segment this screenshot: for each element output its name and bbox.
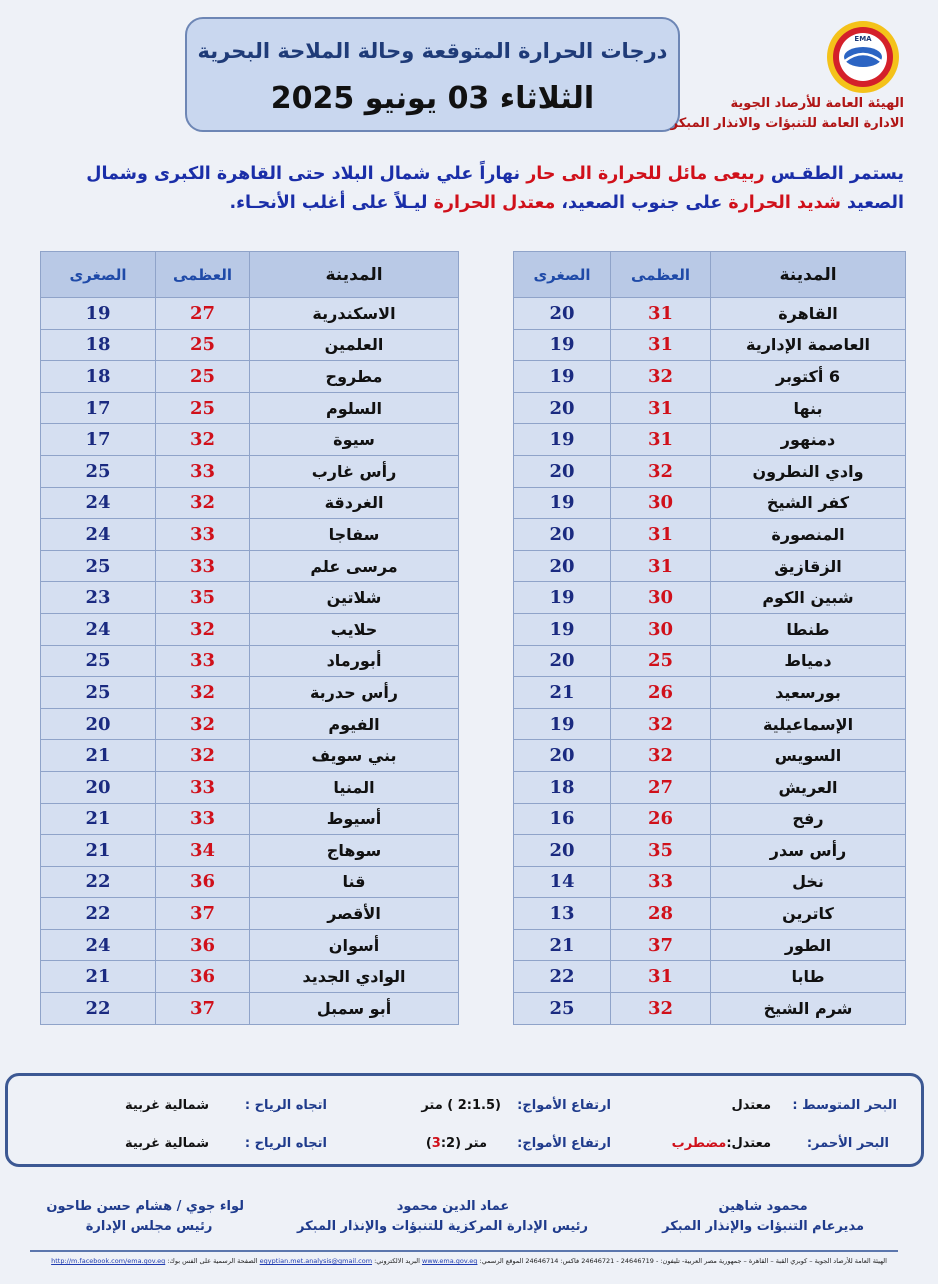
med-wave-value: (2:1.5 ) متر xyxy=(421,1098,501,1113)
red-sea-state-b: مضطرب xyxy=(671,1136,727,1151)
table-row xyxy=(514,835,906,867)
temperature-table-left xyxy=(40,251,459,1025)
min-temp-cell: 20 xyxy=(514,835,611,867)
table-row xyxy=(41,993,459,1025)
city-cell: الفيوم xyxy=(250,708,459,740)
table-row xyxy=(41,298,459,330)
city-cell: السويس xyxy=(711,740,906,772)
city-cell: بورسعيد xyxy=(711,677,906,709)
city-cell: أبورماد xyxy=(250,645,459,677)
table-row xyxy=(41,740,459,772)
bulletin-part: ربيعى مائل للحرارة الى حار xyxy=(526,164,765,184)
table-row xyxy=(41,424,459,456)
max-temp-cell: 32 xyxy=(156,677,250,709)
max-temp-cell: 33 xyxy=(156,519,250,551)
min-temp-cell: 19 xyxy=(514,487,611,519)
city-cell: سفاجا xyxy=(250,519,459,551)
header-city: المدينة xyxy=(250,252,459,298)
min-temp-cell: 21 xyxy=(514,929,611,961)
table-row xyxy=(514,424,906,456)
table-row xyxy=(514,771,906,803)
max-temp-cell: 32 xyxy=(611,455,711,487)
min-temp-cell: 25 xyxy=(41,550,156,582)
max-temp-cell: 27 xyxy=(611,771,711,803)
max-temp-cell: 32 xyxy=(156,613,250,645)
temperature-table-right xyxy=(513,251,906,1025)
table-row xyxy=(41,329,459,361)
max-temp-cell: 33 xyxy=(156,771,250,803)
table-row xyxy=(514,929,906,961)
city-cell: نخل xyxy=(711,866,906,898)
med-wave-label: ارتفاع الأمواج: xyxy=(517,1098,611,1113)
table-row xyxy=(514,613,906,645)
max-temp-cell: 33 xyxy=(611,866,711,898)
city-cell: العريش xyxy=(711,771,906,803)
max-temp-cell: 26 xyxy=(611,803,711,835)
min-temp-cell: 24 xyxy=(41,613,156,645)
min-temp-cell: 24 xyxy=(41,519,156,551)
title-box xyxy=(185,17,680,132)
city-cell: دمياط xyxy=(711,645,906,677)
table-row xyxy=(41,645,459,677)
bulletin-part: شديد الحرارة xyxy=(728,193,841,213)
city-cell: دمنهور xyxy=(711,424,906,456)
city-cell: الطور xyxy=(711,929,906,961)
max-temp-cell: 31 xyxy=(611,392,711,424)
max-temp-cell: 30 xyxy=(611,582,711,614)
max-temp-cell: 30 xyxy=(611,613,711,645)
red-wave-red: 3 xyxy=(431,1136,441,1151)
max-temp-cell: 30 xyxy=(611,487,711,519)
min-temp-cell: 20 xyxy=(514,392,611,424)
signature-role: رئيس مجلس الإدارة xyxy=(85,1219,213,1234)
min-temp-cell: 20 xyxy=(514,645,611,677)
min-temp-cell: 22 xyxy=(514,961,611,993)
min-temp-cell: 21 xyxy=(514,677,611,709)
med-sea-state: معتدل xyxy=(731,1098,771,1113)
table-row xyxy=(41,708,459,740)
table-row xyxy=(514,519,906,551)
table-row xyxy=(41,898,459,930)
min-temp-cell: 18 xyxy=(41,361,156,393)
header-min: الصغرى xyxy=(41,252,156,298)
max-temp-cell: 31 xyxy=(611,329,711,361)
table-row xyxy=(514,993,906,1025)
min-temp-cell: 19 xyxy=(514,424,611,456)
max-temp-cell: 25 xyxy=(156,361,250,393)
max-temp-cell: 32 xyxy=(156,708,250,740)
city-cell: العاصمة الإدارية xyxy=(711,329,906,361)
signature-name: عماد الدين محمود xyxy=(396,1199,510,1214)
red-sea-label: البحر الأحمر: xyxy=(806,1136,889,1151)
min-temp-cell: 19 xyxy=(514,582,611,614)
max-temp-cell: 32 xyxy=(156,424,250,456)
city-cell: أسوان xyxy=(250,929,459,961)
max-temp-cell: 36 xyxy=(156,961,250,993)
signature-3 xyxy=(46,1197,244,1237)
header-max: العظمى xyxy=(611,252,711,298)
header-max: العظمى xyxy=(156,252,250,298)
min-temp-cell: 25 xyxy=(514,993,611,1025)
min-temp-cell: 25 xyxy=(41,645,156,677)
min-temp-cell: 19 xyxy=(41,298,156,330)
city-cell: كفر الشيخ xyxy=(711,487,906,519)
city-cell: مرسى علم xyxy=(250,550,459,582)
city-cell: المنيا xyxy=(250,771,459,803)
min-temp-cell: 21 xyxy=(41,803,156,835)
max-temp-cell: 36 xyxy=(156,929,250,961)
table-row xyxy=(514,329,906,361)
min-temp-cell: 19 xyxy=(514,613,611,645)
max-temp-cell: 37 xyxy=(156,898,250,930)
table-row xyxy=(41,961,459,993)
max-temp-cell: 35 xyxy=(156,582,250,614)
red-wave-open: ( xyxy=(425,1136,432,1151)
logo-text: EMA xyxy=(854,35,872,43)
min-temp-cell: 18 xyxy=(514,771,611,803)
city-cell: الأقصر xyxy=(250,898,459,930)
table-row xyxy=(41,835,459,867)
min-temp-cell: 19 xyxy=(514,329,611,361)
min-temp-cell: 17 xyxy=(41,424,156,456)
city-cell: شبين الكوم xyxy=(711,582,906,614)
city-cell: مطروح xyxy=(250,361,459,393)
table-row xyxy=(514,803,906,835)
red-wave-value xyxy=(426,1136,487,1151)
city-cell: رفح xyxy=(711,803,906,835)
table-row xyxy=(41,361,459,393)
max-temp-cell: 25 xyxy=(156,329,250,361)
min-temp-cell: 20 xyxy=(514,550,611,582)
table-row xyxy=(514,550,906,582)
city-cell: سيوة xyxy=(250,424,459,456)
city-cell: المنصورة xyxy=(711,519,906,551)
city-cell: رأس غارب xyxy=(250,455,459,487)
min-temp-cell: 16 xyxy=(514,803,611,835)
city-cell: طابا xyxy=(711,961,906,993)
city-cell: الزقازيق xyxy=(711,550,906,582)
org-department: الادارة العامة للتنبؤات والانذار المبكر xyxy=(670,116,904,131)
city-cell: الإسماعيلية xyxy=(711,708,906,740)
min-temp-cell: 25 xyxy=(41,455,156,487)
max-temp-cell: 31 xyxy=(611,550,711,582)
city-cell: أسيوط xyxy=(250,803,459,835)
city-cell: أبو سمبل xyxy=(250,993,459,1025)
min-temp-cell: 21 xyxy=(41,740,156,772)
org-name: الهيئة العامة للأرصاد الجوية xyxy=(730,96,904,111)
city-cell: بني سويف xyxy=(250,740,459,772)
footer-email-link[interactable]: egyptian.met.analysis@gmail.com xyxy=(259,1257,373,1265)
signature-1 xyxy=(662,1197,864,1237)
city-cell: شلاتين xyxy=(250,582,459,614)
sea-state-box xyxy=(5,1073,924,1167)
max-temp-cell: 34 xyxy=(156,835,250,867)
header-min: الصغرى xyxy=(514,252,611,298)
max-temp-cell: 31 xyxy=(611,519,711,551)
min-temp-cell: 22 xyxy=(41,898,156,930)
min-temp-cell: 17 xyxy=(41,392,156,424)
footer-fb-label: الصفحة الرسمية على الفس بوك: xyxy=(167,1257,258,1265)
city-cell: رأس سدر xyxy=(711,835,906,867)
city-cell: الغردقة xyxy=(250,487,459,519)
min-temp-cell: 20 xyxy=(514,455,611,487)
min-temp-cell: 13 xyxy=(514,898,611,930)
table-row xyxy=(514,740,906,772)
city-cell: سوهاج xyxy=(250,835,459,867)
city-cell: القاهرة xyxy=(711,298,906,330)
city-cell: كاترين xyxy=(711,898,906,930)
table-row xyxy=(514,582,906,614)
city-cell: بنها xyxy=(711,392,906,424)
table-row xyxy=(514,392,906,424)
max-temp-cell: 28 xyxy=(611,898,711,930)
red-wind-value: شمالية غربية xyxy=(124,1136,209,1151)
min-temp-cell: 19 xyxy=(514,361,611,393)
min-temp-cell: 22 xyxy=(41,993,156,1025)
signature-2 xyxy=(297,1197,588,1237)
page-title: درجات الحرارة المتوقعة وحالة الملاحة البحرية xyxy=(197,39,668,63)
max-temp-cell: 33 xyxy=(156,803,250,835)
signature-role: مديرعام التنبؤات والإنذار المبكر xyxy=(662,1219,864,1234)
min-temp-cell: 18 xyxy=(41,329,156,361)
page-date: الثلاثاء 03 يونيو 2025 xyxy=(270,81,595,116)
max-temp-cell: 32 xyxy=(156,740,250,772)
min-temp-cell: 20 xyxy=(41,771,156,803)
city-cell: العلمين xyxy=(250,329,459,361)
footer-contact xyxy=(30,1257,908,1265)
max-temp-cell: 25 xyxy=(611,645,711,677)
med-wind-value: شمالية غربية xyxy=(124,1098,209,1113)
red-wind-label: اتجاه الرياح : xyxy=(244,1136,327,1151)
max-temp-cell: 32 xyxy=(611,361,711,393)
max-temp-cell: 26 xyxy=(611,677,711,709)
footer-address: الهيئة العامة للأرصاد الجوية – كوبري القبة – القاهرة – جمهورية مصر العربية- تليفون: - 24646719 - 24646721 فاكس: 24646714 الموقع الرسمي: xyxy=(479,1257,887,1265)
signature-name: محمود شاهين xyxy=(718,1199,808,1214)
table-row xyxy=(41,519,459,551)
med-sea-label: البحر المتوسط : xyxy=(792,1098,897,1113)
bulletin-part: معتدل الحرارة xyxy=(433,193,556,213)
red-sea-state xyxy=(672,1136,771,1151)
min-temp-cell: 20 xyxy=(41,708,156,740)
table-row xyxy=(514,898,906,930)
max-temp-cell: 33 xyxy=(156,455,250,487)
table-row xyxy=(41,613,459,645)
bulletin-part: نهاراً علي شمال البلاد حتى القاهرة الكبرى وشمال الصعيد xyxy=(86,164,904,213)
min-temp-cell: 20 xyxy=(514,298,611,330)
table-row xyxy=(41,582,459,614)
table-row xyxy=(514,645,906,677)
forecast-bulletin xyxy=(30,160,904,218)
city-cell: وادي النطرون xyxy=(711,455,906,487)
red-wave-label: ارتفاع الأمواج: xyxy=(517,1136,611,1151)
table-row xyxy=(41,455,459,487)
table-row xyxy=(514,961,906,993)
table-row xyxy=(514,455,906,487)
ema-logo-icon xyxy=(823,17,903,97)
max-temp-cell: 37 xyxy=(156,993,250,1025)
max-temp-cell: 35 xyxy=(611,835,711,867)
header-city: المدينة xyxy=(711,252,906,298)
min-temp-cell: 20 xyxy=(514,740,611,772)
city-cell: السلوم xyxy=(250,392,459,424)
table-row xyxy=(41,550,459,582)
max-temp-cell: 32 xyxy=(611,740,711,772)
max-temp-cell: 33 xyxy=(156,550,250,582)
table-row xyxy=(41,771,459,803)
min-temp-cell: 23 xyxy=(41,582,156,614)
signature-name: لواء جوي / هشام حسن طاحون xyxy=(46,1199,244,1214)
city-cell: رأس حدربة xyxy=(250,677,459,709)
table-row xyxy=(41,866,459,898)
min-temp-cell: 24 xyxy=(41,487,156,519)
min-temp-cell: 21 xyxy=(41,835,156,867)
max-temp-cell: 25 xyxy=(156,392,250,424)
footer-site-link[interactable]: www.ema.gov.eg xyxy=(422,1257,478,1265)
min-temp-cell: 22 xyxy=(41,866,156,898)
table-row xyxy=(514,361,906,393)
min-temp-cell: 20 xyxy=(514,519,611,551)
table-row xyxy=(514,298,906,330)
footer-divider xyxy=(30,1250,898,1252)
red-sea-state-a: معتدل: xyxy=(726,1136,771,1151)
table-row xyxy=(514,866,906,898)
table-row xyxy=(41,487,459,519)
city-cell: حلايب xyxy=(250,613,459,645)
red-wave-rest: :2) متر xyxy=(440,1136,487,1151)
city-cell: طنطا xyxy=(711,613,906,645)
city-cell: شرم الشيخ xyxy=(711,993,906,1025)
min-temp-cell: 24 xyxy=(41,929,156,961)
max-temp-cell: 32 xyxy=(611,708,711,740)
max-temp-cell: 31 xyxy=(611,298,711,330)
city-cell: الاسكندرية xyxy=(250,298,459,330)
footer-email-label: البريد الالكتروني: xyxy=(374,1257,420,1265)
max-temp-cell: 27 xyxy=(156,298,250,330)
med-wind-label: اتجاه الرياح : xyxy=(244,1098,327,1113)
table-row xyxy=(41,929,459,961)
table-row xyxy=(514,487,906,519)
min-temp-cell: 14 xyxy=(514,866,611,898)
min-temp-cell: 21 xyxy=(41,961,156,993)
table-row xyxy=(41,803,459,835)
bulletin-part: يستمر الطقـس xyxy=(770,164,904,184)
signature-role: رئيس الإدارة المركزية للتنبؤات والإنذار المبكر xyxy=(297,1219,588,1234)
bulletin-part: على جنوب الصعيد، xyxy=(561,193,723,213)
max-temp-cell: 33 xyxy=(156,645,250,677)
table-row xyxy=(41,392,459,424)
max-temp-cell: 31 xyxy=(611,961,711,993)
footer-fb-link[interactable]: http://m.facebook.com/ema.gov.eg xyxy=(51,1257,166,1265)
min-temp-cell: 25 xyxy=(41,677,156,709)
table-row xyxy=(41,677,459,709)
max-temp-cell: 31 xyxy=(611,424,711,456)
city-cell: 6 أكتوبر xyxy=(711,361,906,393)
table-row xyxy=(514,677,906,709)
max-temp-cell: 36 xyxy=(156,866,250,898)
bulletin-part: ليـلاً على أغلب الأنحـاء. xyxy=(229,193,428,213)
city-cell: قنا xyxy=(250,866,459,898)
city-cell: الوادي الجديد xyxy=(250,961,459,993)
max-temp-cell: 37 xyxy=(611,929,711,961)
max-temp-cell: 32 xyxy=(611,993,711,1025)
table-row xyxy=(514,708,906,740)
min-temp-cell: 19 xyxy=(514,708,611,740)
max-temp-cell: 32 xyxy=(156,487,250,519)
